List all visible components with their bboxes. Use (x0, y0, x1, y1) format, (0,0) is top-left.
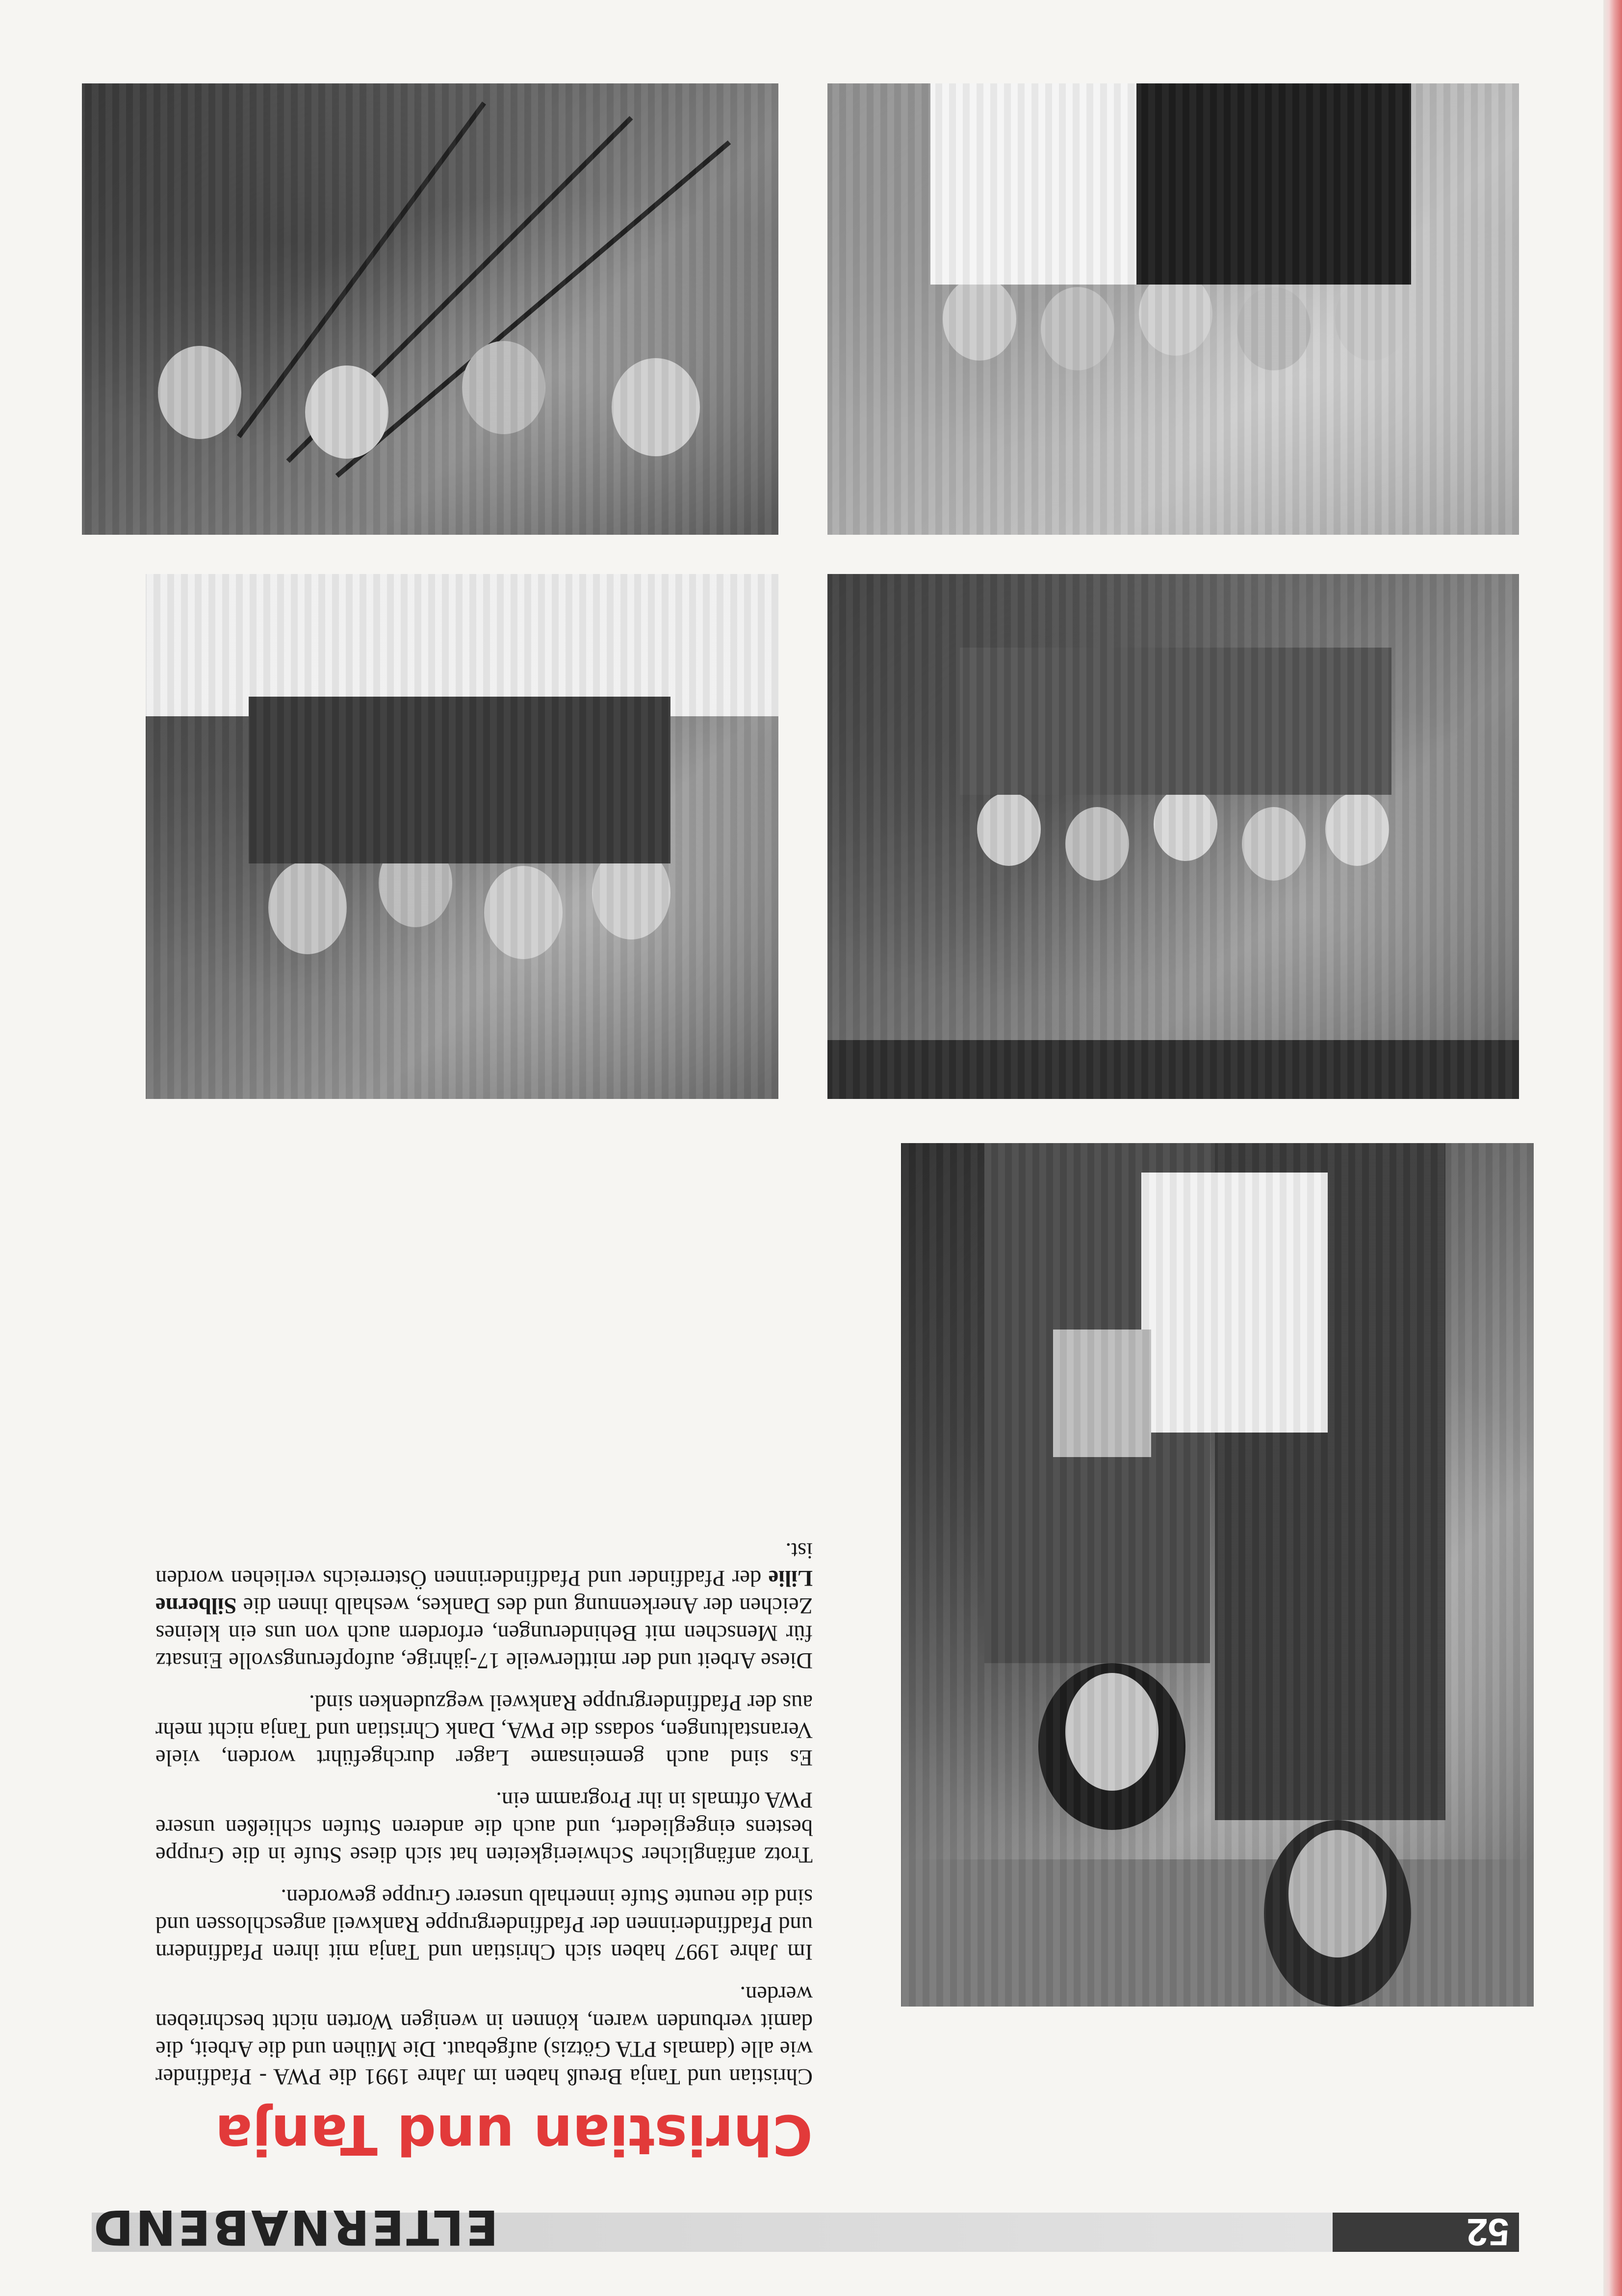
award-text-before: Diese Arbeit und der mittlerweile 17-jährige, aufopferungsvolle Einsatz für Menschen mit Behinderungen, erfordern auch von uns ein kleines Zeichen der Anerkennung und des Dankes, weshalb ihnen die (155, 1593, 813, 1673)
section-bar (92, 2199, 1333, 2255)
article-title: Christian und Tanja (215, 2102, 813, 2166)
article-body (155, 1537, 813, 2090)
photo-group-street (827, 83, 1519, 535)
page-number: 52 (1333, 2213, 1519, 2252)
article-paragraph: Es sind auch gemeinsame Lager durchgeführt worden, viele Veranstaltungen, sodass die PWA, Dank Christian und Tanja nicht mehr aus der Pfadfindergruppe Rankweil wegzudenken sind. (155, 1690, 813, 1770)
photo-group-outdoor (146, 574, 778, 1099)
award-name: Silberne Lilie (155, 1565, 813, 1618)
article-paragraph: Im Jahre 1997 haben sich Christian und Tanja mit ihren Pfadfindern und Pfadfinderinnen der Pfadfindergruppe Rankweil angeschlossen und sind die neunte Stufe innerhalb unserer Gruppe geworden. (155, 1884, 813, 1964)
award-text-after: der Pfadfinder und Pfadfinderinnen Österreichs verliehen worden ist. (155, 1538, 813, 1591)
photo-group-courtyard (827, 574, 1519, 1099)
header-bar (0, 2173, 1622, 2296)
section-title: ELTERNABEND (92, 2199, 499, 2255)
article-paragraph: Christian und Tanja Breuß haben im Jahre 1991 die PWA - Pfadfinder wie alle (damals PTA Götzis) aufgebaut. Die Mühen und die Arbeit, die damit verbunden waren, können in wenigen Worten nicht beschrieben werden. (155, 1982, 813, 2089)
photo-campfire-sausages (82, 83, 778, 535)
article-paragraph: Trotz anfänglicher Schwierigkeiten hat sich diese Stufe in die Gruppe bestens eingegliedert, und auch die anderen Stufen schließen unsere PWA oftmals in ihr Programm ein. (155, 1787, 813, 1867)
photo-christian-tanja (901, 1143, 1534, 2007)
article-paragraph-award (155, 1537, 813, 1674)
